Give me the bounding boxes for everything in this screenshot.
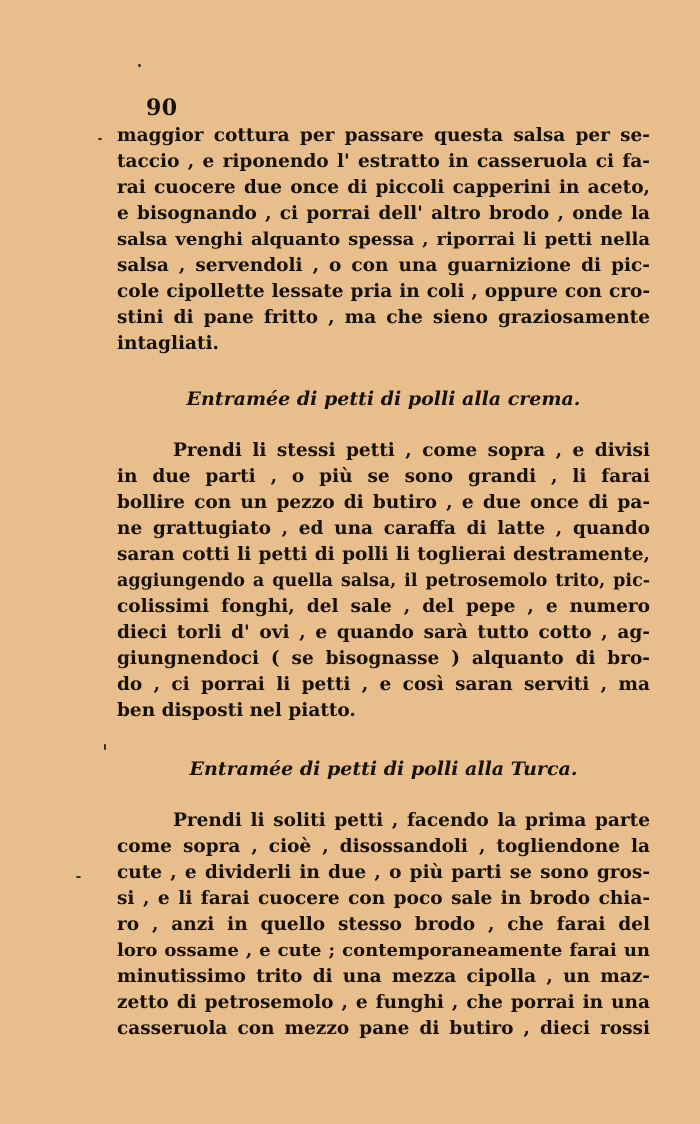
text-line: ro , anzi in quello stesso brodo , che farai del: [117, 914, 650, 935]
text-line: aggiungendo a quella salsa, il petrosemolo trito, pic-: [117, 571, 650, 591]
text-line: in due parti , o più se sono grandi , li farai: [117, 466, 650, 487]
text-line: cute , e dividerli in due , o più parti se sono gros-: [117, 862, 650, 883]
text-line: dieci torli d' ovi , e quando sarà tutto cotto , ag-: [117, 622, 650, 643]
text-line: do , ci porrai li petti , e così saran serviti , ma: [117, 674, 650, 695]
text-line: come sopra , cioè , disossandoli , togliendone la: [117, 836, 650, 857]
recipe-heading-crema: Entramée di petti di polli alla crema.: [186, 388, 581, 410]
text-line: taccio , e riponendo l' estratto in casseruola ci fa-: [117, 151, 650, 172]
text-line: Prendi li stessi petti , come sopra , e divisi: [173, 440, 650, 461]
ink-speck: [138, 64, 141, 67]
ink-speck: [98, 138, 102, 140]
text-line: cole cipollette lessate pria in coli , oppure con cro-: [117, 281, 650, 302]
paragraph-2: [117, 438, 650, 724]
page-number: 90: [146, 95, 178, 121]
text-line: ben disposti nel piatto.: [117, 700, 356, 721]
paragraph-1: [117, 123, 650, 357]
ink-speck: [104, 744, 106, 750]
text-line: si , e li farai cuocere con poco sale in brodo chia-: [117, 888, 650, 909]
text-line: stini di pane fritto , ma che sieno graziosamente: [117, 307, 650, 328]
text-line: giungnendoci ( se bisognasse ) alquanto di bro-: [117, 648, 650, 669]
text-line: zetto di petrosemolo , e funghi , che porrai in una: [117, 992, 650, 1013]
text-line: bollire con un pezzo di butiro , e due once di pa-: [117, 492, 650, 513]
text-line: Prendi li soliti petti , facendo la prima parte: [173, 810, 650, 831]
text-line: loro ossame , e cute ; contemporaneamente farai un: [117, 940, 650, 961]
text-line: rai cuocere due once di piccoli capperini in aceto,: [117, 177, 650, 198]
text-line: salsa , servendoli , o con una guarnizione di pic-: [117, 255, 650, 276]
ink-speck: [76, 876, 81, 878]
text-line: e bisognando , ci porrai dell' altro brodo , onde la: [117, 203, 650, 224]
recipe-heading-turca: Entramée di petti di polli alla Turca.: [189, 758, 578, 780]
text-line: maggior cottura per passare questa salsa per se-: [117, 125, 650, 146]
text-line: ne grattugiato , ed una caraffa di latte , quando: [117, 518, 650, 539]
text-line: colissimi fonghi, del sale , del pepe , e numero: [117, 596, 650, 617]
text-line: casseruola con mezzo pane di butiro , dieci rossi: [117, 1018, 650, 1039]
text-line: minutissimo trito di una mezza cipolla , un maz-: [117, 966, 650, 987]
paragraph-3: [117, 808, 650, 1042]
text-line: saran cotti li petti di polli li toglierai destramente,: [117, 544, 650, 565]
text-line: intagliati.: [117, 333, 220, 354]
text-line: salsa venghi alquanto spessa , riporrai li petti nella: [117, 229, 650, 250]
